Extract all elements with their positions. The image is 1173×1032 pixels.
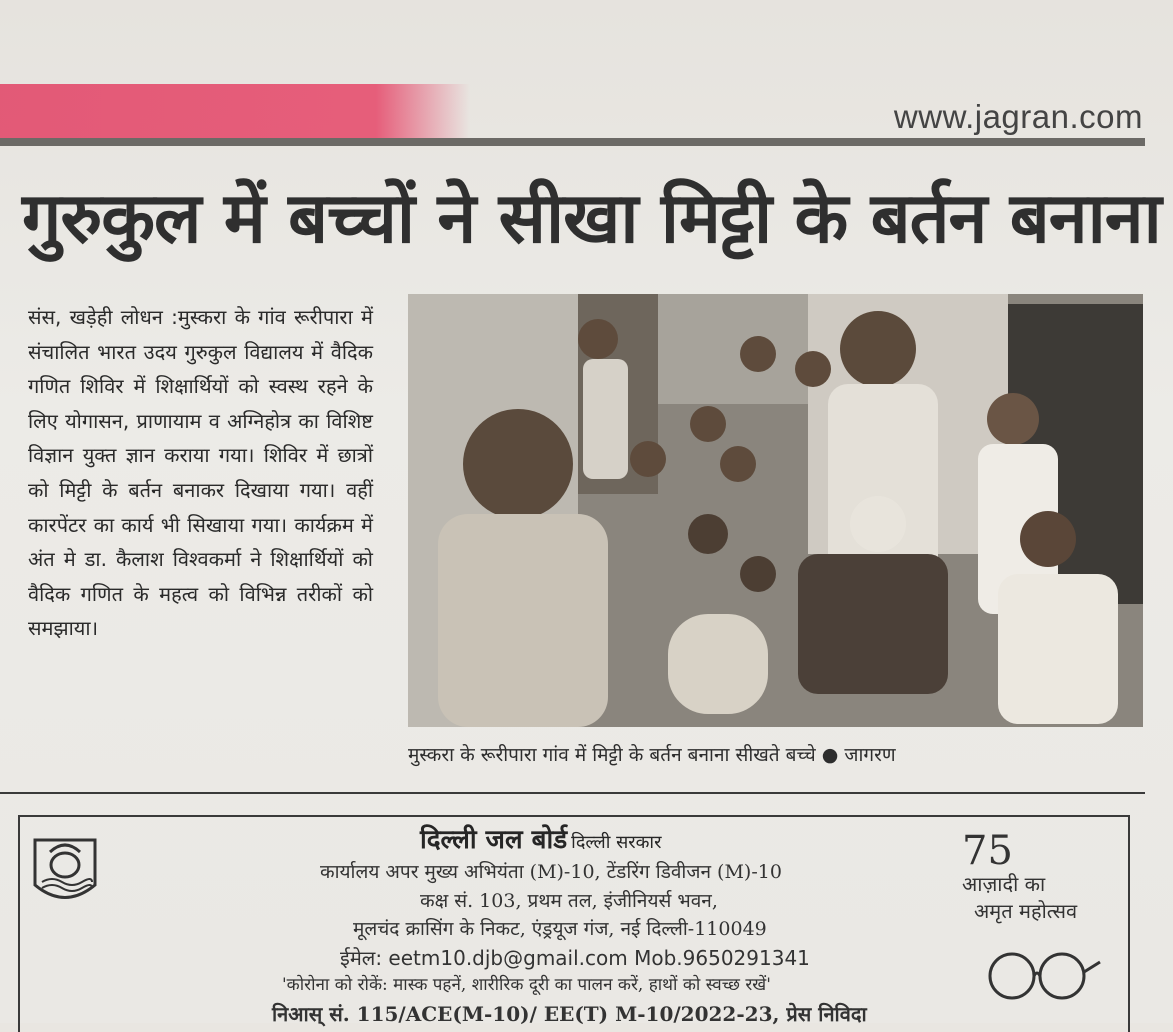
ad-contact-line: ईमेल: eetm10.djb@gmail.com Mob.9650291341 xyxy=(340,946,810,970)
ad-tender-number: निआस् सं. 115/ACE(M-10)/ EE(T) M-10/2022-23, प्रेस निविदा xyxy=(272,1002,867,1026)
highlight-strip xyxy=(0,84,470,142)
djb-logo-icon xyxy=(30,830,100,910)
ad-covid-message: 'कोरोना को रोकें: मास्क पहनें, शारीरिक दूरी का पालन करें, हाथों को स्वच्छ रखें' xyxy=(282,975,771,995)
ad-title xyxy=(420,820,661,856)
article-headline: गुरुकुल में बच्चों ने सीखा मिट्टी के बर्तन बनाना xyxy=(22,177,1161,259)
article-photo xyxy=(408,294,1143,727)
section-rule xyxy=(0,792,1145,794)
photo-caption: मुस्करा के रूरीपारा गांव में मिट्टी के बर्तन बनाना सीखते बच्चे ● जागरण xyxy=(408,744,896,766)
swachh-bharat-spectacles-icon xyxy=(982,948,1102,1008)
ad-title-main: दिल्ली जल बोर्ड xyxy=(420,825,568,855)
azadi-line1: आज़ादी का xyxy=(962,872,1046,896)
ad-address-line: कक्ष सं. 103, प्रथम तल, इंजीनियर्स भवन, xyxy=(420,890,718,912)
article-body: संस, खड़ेही लोधन :मुस्करा के गांव रूरीपारा में संचालित भारत उदय गुरुकुल विद्यालय में वैदिक गणित शिविर में शिक्षार्थियों को स्वस्थ रहने के लिए योगासन, प्राणायाम व अग्निहोत्र का विशिष्ट विज्ञान युक्त ज्ञान कराया गया। शिविर में छात्रों को मिट्टी के बर्तन बनाकर दिखाया गया। वहीं कारपेंटर का कार्य भी सिखाया गया। कार्यक्रम में अंत मे डा. कैलाश विश्वकर्मा ने शिक्षार्थियों को वैदिक गणित के महत्व को विभिन्न तरीकों को समझाया। xyxy=(28,305,373,641)
top-rule xyxy=(0,138,1145,146)
ad-title-sub: दिल्ली सरकार xyxy=(571,832,662,853)
website-url: www.jagran.com xyxy=(893,98,1143,135)
ad-location-line: मूलचंद क्रासिंग के निकट, एंड्रयूज गंज, नई दिल्ली-110049 xyxy=(353,918,767,940)
azadi-number: 75 xyxy=(962,828,1013,874)
azadi-line2: अमृत महोत्सव xyxy=(974,899,1078,923)
ad-office-line: कार्यालय अपर मुख्य अभियंता (M)-10, टेंडरिंग डिवीजन (M)-10 xyxy=(320,861,782,883)
azadi-logo xyxy=(962,828,1112,924)
